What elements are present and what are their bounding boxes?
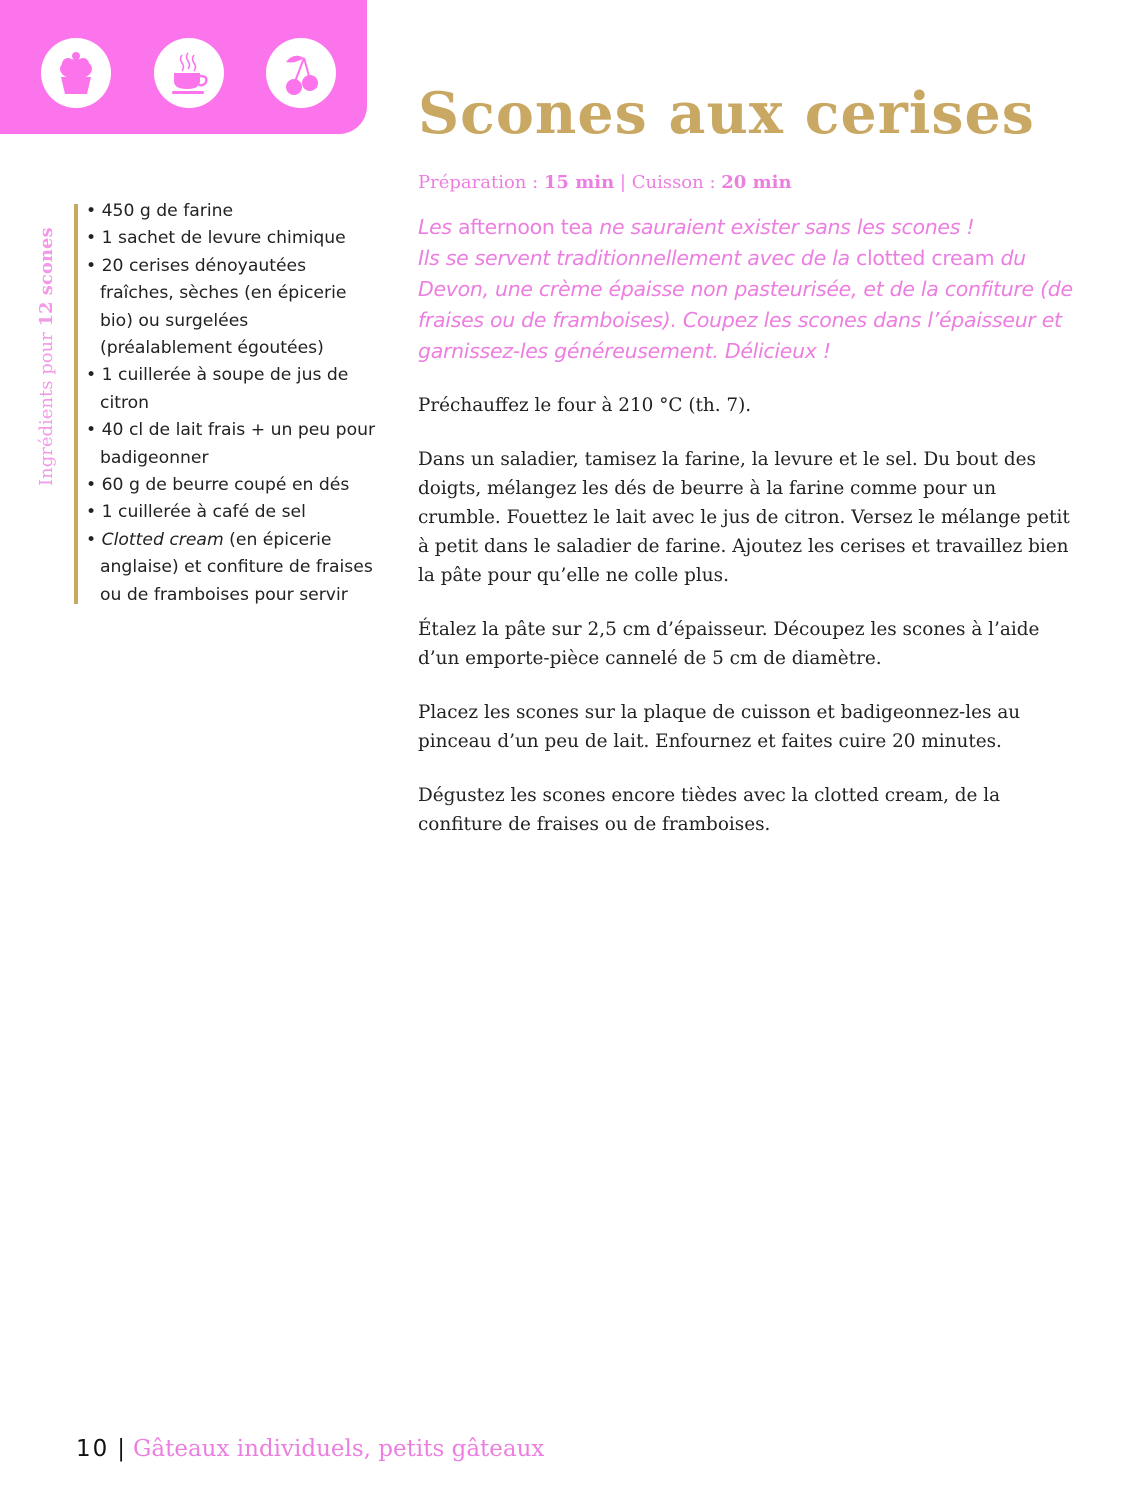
ingredient-rest: (en épicerie anglaise) et confiture de fraises ou de framboises pour servir	[100, 529, 373, 605]
ingredient-item: • 1 sachet de levure chimique	[86, 225, 376, 252]
intro-text: du Devon, une crème épaisse non pasteurisée, et de la confiture (de fraises ou de framboises). Coupez les scones dans l’épaisseur et garnissez-les généreusement. Délicieux !	[418, 246, 1073, 363]
ingredients-rule	[74, 204, 78, 604]
recipe-steps	[418, 391, 1078, 864]
intro-text: Les	[418, 215, 459, 239]
page-footer	[76, 1436, 544, 1462]
intro-text: Ils se servent traditionnellement avec de la	[418, 246, 857, 270]
intro-text: afternoon tea	[458, 215, 594, 239]
page-number: 10	[76, 1436, 110, 1462]
intro-text: clotted cream	[856, 246, 995, 270]
ingredient-italic: Clotted cream	[101, 529, 224, 550]
times-separator: |	[614, 172, 632, 193]
recipe-intro	[418, 212, 1078, 367]
footer-separator: |	[117, 1436, 126, 1462]
ingredients-label-yield: 12 scones	[36, 227, 57, 327]
ingredient-item	[86, 527, 376, 609]
ingredient-item: • 450 g de farine	[86, 198, 376, 225]
ingredients-list	[86, 198, 376, 609]
ingredient-item: • 1 cuillerée à soupe de jus de citron	[86, 362, 376, 417]
section-title: Gâteaux individuels, petits gâteaux	[133, 1436, 545, 1462]
step: Étalez la pâte sur 2,5 cm d’épaisseur. Découpez les scones à l’aide d’un emporte-pièce cannelé de 5 cm de diamètre.	[418, 619, 1040, 669]
cherry-icon	[266, 38, 336, 108]
step: Préchauffez le four à 210 °C (th. 7).	[418, 395, 752, 416]
ingredient-item: • 40 cl de lait frais + un peu pour badigeonner	[86, 417, 376, 472]
ingredient-item: • 1 cuillerée à café de sel	[86, 499, 376, 526]
prep-label: Préparation :	[418, 172, 544, 193]
cook-value: 20 min	[721, 172, 792, 193]
step: Dégustez les scones encore tièdes avec la clotted cream, de la confiture de fraises ou de framboises.	[418, 785, 1001, 835]
intro-text: ne sauraient exister sans les scones !	[593, 215, 975, 239]
recipe-times	[418, 172, 792, 193]
ingredient-item: • 20 cerises dénoyautées fraîches, sèches (en épicerie bio) ou surgelées (préalablement égoutées)	[86, 253, 376, 363]
recipe-title: Scones aux cerises	[418, 80, 1035, 147]
header-band	[0, 0, 367, 134]
teacup-icon	[154, 38, 224, 108]
ingredient-item: • 60 g de beurre coupé en dés	[86, 472, 376, 499]
step: Placez les scones sur la plaque de cuisson et badigeonnez-les au pinceau d’un peu de lait. Enfournez et faites cuire 20 minutes.	[418, 702, 1021, 752]
cupcake-icon	[41, 38, 111, 108]
cook-label: Cuisson :	[631, 172, 722, 193]
step: Dans un saladier, tamisez la farine, la levure et le sel. Du bout des doigts, mélangez les dés de beurre à la farine comme pour un crumble. Fouettez le lait avec le jus de citron. Versez le mélange petit à petit dans le saladier de farine. Ajoutez les cerises et travaillez bien la pâte pour qu’elle ne colle plus.	[418, 449, 1070, 586]
ingredients-label	[36, 227, 57, 486]
prep-value: 15 min	[543, 172, 615, 193]
ingredients-label-prefix: Ingrédients pour	[36, 326, 57, 486]
